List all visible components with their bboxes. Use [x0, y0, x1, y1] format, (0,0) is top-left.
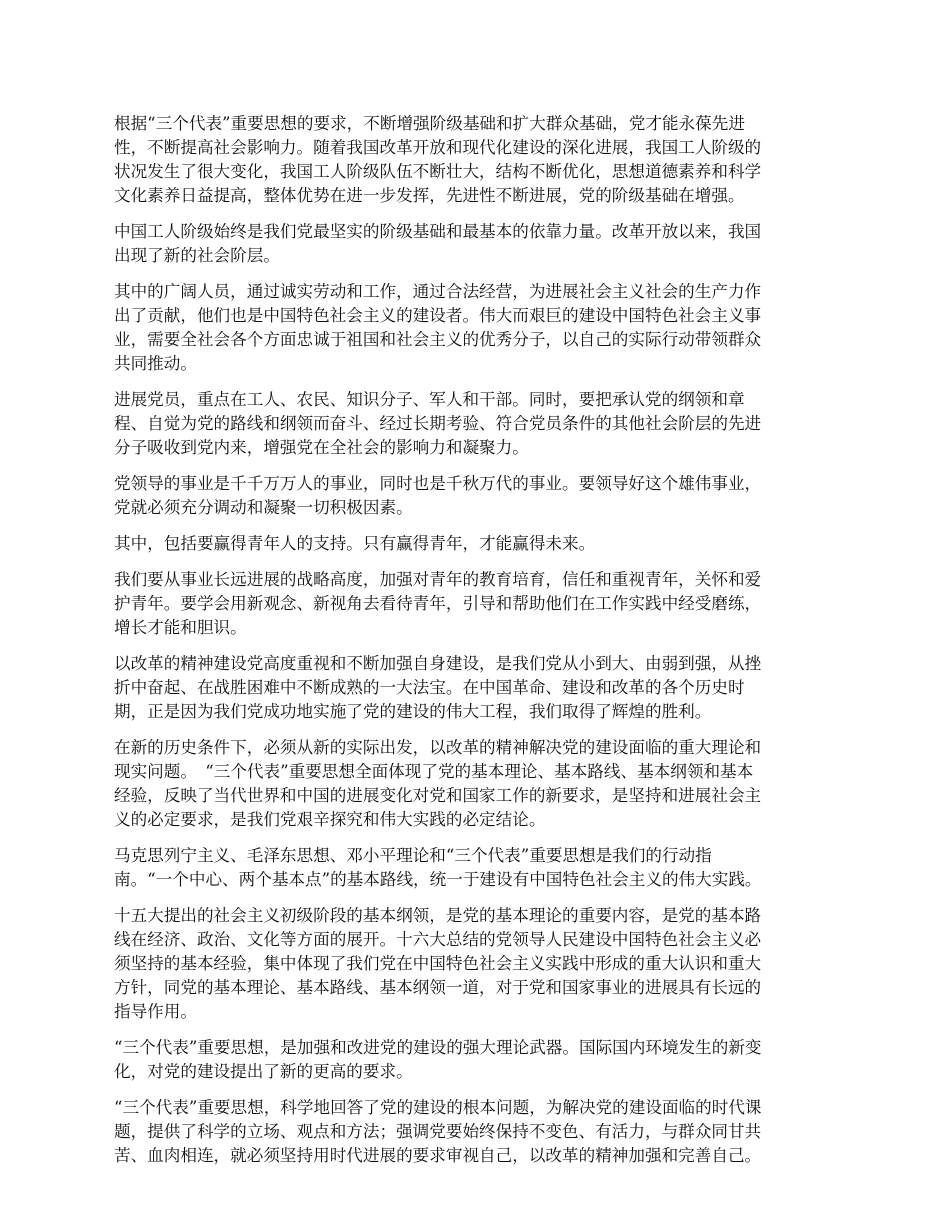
paragraph-line: “三个代表”重要思想，科学地回答了党的建设的根本问题，为解决党的建设面临的时代课 [114, 1098, 762, 1117]
paragraph-line: 指导作用。 [114, 1002, 197, 1021]
paragraph-line: 折中奋起、在战胜困难中不断成熟的一大法宝。在中国革命、建设和改革的各个历史时 [114, 678, 745, 697]
paragraph-line: 题，提供了科学的立场、观点和方法；强调党要始终保持不变色、有活力，与群众同甘共 [114, 1122, 762, 1141]
paragraph-line: 现实问题。 “三个代表”重要思想全面体现了党的基本理论、基本路线、基本纲领和基本 [114, 762, 754, 781]
paragraph-line: 党领导的事业是千千万万人的事业，同时也是千秋万代的事业。要领导好这个雄伟事业， [114, 474, 762, 493]
paragraph-line: 增长才能和胆识。 [114, 618, 247, 637]
document-body [114, 112, 844, 1180]
paragraph-line: 性，不断提高社会影响力。随着我国改革开放和现代化建设的深化进展，我国工人阶级的 [114, 138, 762, 157]
paragraph-line: 线在经济、政治、文化等方面的展开。十六大总结的党领导人民建设中国特色社会主义必 [114, 930, 762, 949]
paragraph-line: 党就必须充分调动和凝聚一切积极因素。 [114, 498, 413, 517]
paragraph-line: 分子吸收到党内来，增强党在全社会的影响力和凝聚力。 [114, 438, 529, 457]
paragraph-3 [114, 280, 844, 376]
paragraph-12 [114, 1036, 844, 1084]
paragraph-7 [114, 568, 844, 640]
paragraph-line: “三个代表”重要思想，是加强和改进党的建设的强大理论武器。国际国内环境发生的新变 [114, 1038, 762, 1057]
paragraph-line: 我们要从事业长远进展的战略高度，加强对青年的教育培育，信任和重视青年，关怀和爱 [114, 570, 762, 589]
paragraph-line: 出现了新的社会阶层。 [114, 246, 280, 265]
paragraph-line: 护青年。要学会用新观念、新视角去看待青年，引导和帮助他们在工作实践中经受磨练， [114, 594, 762, 613]
paragraph-5 [114, 472, 844, 520]
paragraph-line: 其中的广阔人员，通过诚实劳动和工作，通过合法经营，为进展社会主义社会的生产力作 [114, 282, 762, 301]
paragraph-line: 以改革的精神建设党高度重视和不断加强自身建设，是我们党从小到大、由弱到强，从挫 [114, 654, 762, 673]
paragraph-line: 苦、血肉相连，就必须坚持用时代进展的要求审视自己，以改革的精神加强和完善自己。 [114, 1146, 762, 1165]
paragraph-line: 程、自觉为党的路线和纲领而奋斗、经过长期考验、符合党员条件的其他社会阶层的先进 [114, 414, 762, 433]
paragraph-line: 义的必定要求，是我们党艰辛探究和伟大实践的必定结论。 [114, 810, 546, 829]
paragraph-line: 在新的历史条件下，必须从新的实际出发，以改革的精神解决党的建设面临的重大理论和 [114, 738, 762, 757]
paragraph-13 [114, 1096, 844, 1168]
paragraph-line: 文化素养日益提高，整体优势在进一步发挥，先进性不断进展，党的阶级基础在增强。 [114, 186, 745, 205]
paragraph-4 [114, 388, 844, 460]
paragraph-line: 根据“三个代表”重要思想的要求，不断增强阶级基础和扩大群众基础，党才能永葆先进 [114, 114, 745, 133]
paragraph-line: 共同推动。 [114, 354, 197, 373]
paragraph-11 [114, 904, 844, 1024]
paragraph-line: 十五大提出的社会主义初级阶段的基本纲领，是党的基本理论的重要内容，是党的基本路 [114, 906, 762, 925]
paragraph-line: 马克思列宁主义、毛泽东思想、邓小平理论和“三个代表”重要思想是我们的行动指 [114, 846, 712, 865]
paragraph-10 [114, 844, 844, 892]
paragraph-line: 进展党员，重点在工人、农民、知识分子、军人和干部。同时，要把承认党的纲领和章 [114, 390, 745, 409]
paragraph-line: 化，对党的建设提出了新的更高的要求。 [114, 1062, 413, 1081]
paragraph-line: 方针，同党的基本理论、基本路线、基本纲领一道，对于党和国家事业的进展具有长远的 [114, 978, 762, 997]
paragraph-2 [114, 220, 844, 268]
paragraph-line: 业，需要全社会各个方面忠诚于祖国和社会主义的优秀分子，以自己的实际行动带领群众 [114, 330, 762, 349]
paragraph-line: 期，正是因为我们党成功地实施了党的建设的伟大工程，我们取得了辉煌的胜利。 [114, 702, 712, 721]
paragraph-line: 须坚持的基本经验，集中体现了我们党在中国特色社会主义实践中形成的重大认识和重大 [114, 954, 762, 973]
paragraph-line: 南。“一个中心、两个基本点”的基本路线，统一于建设有中国特色社会主义的伟大实践。 [114, 870, 762, 889]
paragraph-line: 中国工人阶级始终是我们党最坚实的阶级基础和最基本的依靠力量。改革开放以来，我国 [114, 222, 762, 241]
paragraph-1 [114, 112, 844, 208]
paragraph-8 [114, 652, 844, 724]
paragraph-line: 状况发生了很大变化，我国工人阶级队伍不断壮大，结构不断优化，思想道德素养和科学 [114, 162, 762, 181]
paragraph-6 [114, 532, 844, 556]
paragraph-9 [114, 736, 844, 832]
paragraph-line: 经验，反映了当代世界和中国的进展变化对党和国家工作的新要求，是坚持和进展社会主 [114, 786, 762, 805]
paragraph-line: 出了贡献，他们也是中国特色社会主义的建设者。伟大而艰巨的建设中国特色社会主义事 [114, 306, 762, 325]
paragraph-line: 其中，包括要赢得青年人的支持。只有赢得青年，才能赢得未来。 [114, 534, 596, 553]
